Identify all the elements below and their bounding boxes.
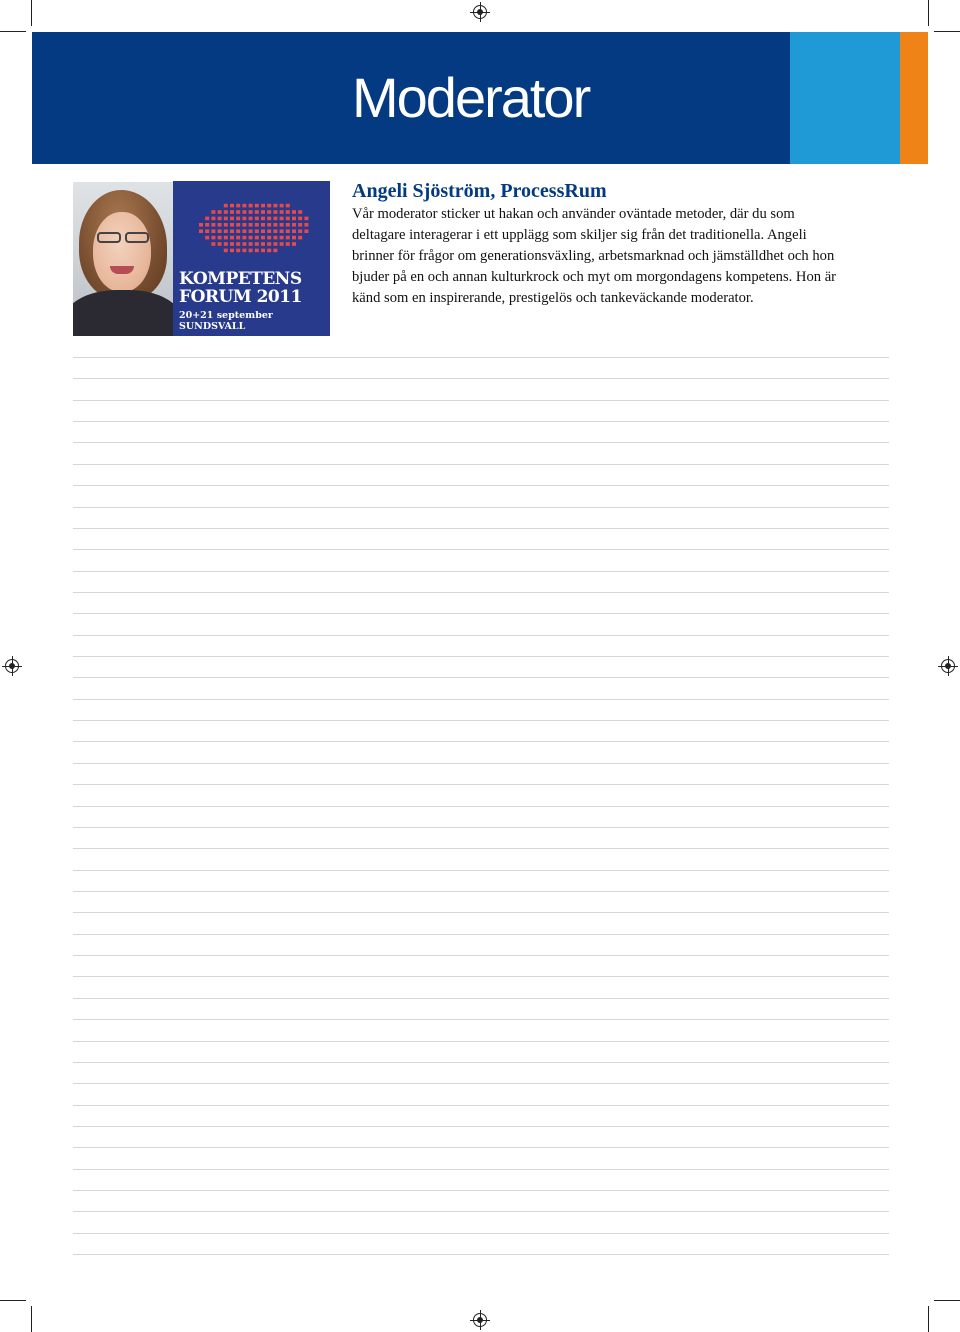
logo-dot bbox=[286, 229, 290, 233]
registration-mark-icon bbox=[473, 5, 487, 19]
logo-dot bbox=[211, 217, 215, 221]
logo-dot bbox=[273, 223, 277, 227]
logo-dot bbox=[230, 249, 234, 253]
note-line bbox=[73, 507, 889, 508]
logo-dot bbox=[261, 210, 265, 214]
logo-dot bbox=[273, 236, 277, 240]
moderator-article bbox=[352, 180, 842, 309]
logo-dot bbox=[267, 210, 271, 214]
logo-dot bbox=[205, 217, 209, 221]
note-line bbox=[73, 613, 889, 614]
logo-dot bbox=[292, 229, 296, 233]
logo-dot bbox=[218, 242, 222, 246]
logo-dot bbox=[261, 223, 265, 227]
logo-dot bbox=[224, 217, 228, 221]
logo-dot bbox=[292, 242, 296, 246]
note-line bbox=[73, 699, 889, 700]
logo-dot bbox=[205, 223, 209, 227]
logo-dot bbox=[267, 236, 271, 240]
logo-dot bbox=[280, 223, 284, 227]
crop-mark bbox=[934, 1300, 960, 1301]
logo-dot bbox=[292, 236, 296, 240]
moderator-name: Angeli Sjöström, ProcessRum bbox=[352, 180, 607, 202]
logo-dot bbox=[236, 223, 240, 227]
logo-dot bbox=[273, 217, 277, 221]
note-line bbox=[73, 357, 889, 358]
logo-dot bbox=[249, 236, 253, 240]
note-line bbox=[73, 827, 889, 828]
crop-mark bbox=[928, 1306, 929, 1332]
logo-dot bbox=[286, 242, 290, 246]
logo-dot bbox=[286, 223, 290, 227]
note-line bbox=[73, 1147, 889, 1148]
logo-dot bbox=[280, 242, 284, 246]
note-line bbox=[73, 549, 889, 550]
logo-dot bbox=[230, 223, 234, 227]
logo-line-1: KOMPETENS bbox=[179, 269, 302, 289]
logo-dot bbox=[230, 217, 234, 221]
note-line bbox=[73, 720, 889, 721]
logo-dot bbox=[286, 236, 290, 240]
logo-dot bbox=[255, 249, 259, 253]
logo-dot bbox=[255, 217, 259, 221]
logo-dot bbox=[280, 204, 284, 208]
logo-dot-map-icon bbox=[173, 181, 330, 271]
logo-dot bbox=[304, 229, 308, 233]
logo-dot bbox=[273, 204, 277, 208]
note-line bbox=[73, 378, 889, 379]
logo-dot bbox=[249, 249, 253, 253]
note-line bbox=[73, 784, 889, 785]
logo-dot bbox=[242, 223, 246, 227]
note-line bbox=[73, 528, 889, 529]
logo-dot bbox=[242, 204, 246, 208]
crop-mark bbox=[928, 0, 929, 26]
logo-dot bbox=[261, 229, 265, 233]
kompetensforum-logo bbox=[173, 181, 330, 336]
logo-dot bbox=[261, 236, 265, 240]
note-line bbox=[73, 571, 889, 572]
note-line bbox=[73, 1190, 889, 1191]
logo-dot bbox=[211, 210, 215, 214]
note-line bbox=[73, 1211, 889, 1212]
logo-line-4: SUNDSVALL bbox=[179, 321, 246, 332]
logo-dot bbox=[273, 249, 277, 253]
logo-dot bbox=[261, 249, 265, 253]
logo-dot bbox=[242, 249, 246, 253]
logo-dot bbox=[298, 229, 302, 233]
logo-dot bbox=[230, 229, 234, 233]
registration-mark-icon bbox=[5, 659, 19, 673]
logo-dot bbox=[218, 217, 222, 221]
logo-dot bbox=[224, 249, 228, 253]
logo-dot bbox=[286, 204, 290, 208]
note-line bbox=[73, 891, 889, 892]
logo-dot bbox=[230, 204, 234, 208]
logo-dot bbox=[236, 210, 240, 214]
crop-mark bbox=[0, 31, 26, 32]
note-line bbox=[73, 1083, 889, 1084]
logo-dot bbox=[280, 236, 284, 240]
logo-dot bbox=[292, 210, 296, 214]
logo-dot bbox=[224, 204, 228, 208]
note-line bbox=[73, 656, 889, 657]
logo-dot bbox=[255, 223, 259, 227]
logo-dot bbox=[261, 242, 265, 246]
note-line bbox=[73, 1254, 889, 1255]
note-line bbox=[73, 400, 889, 401]
logo-dot bbox=[242, 242, 246, 246]
crop-mark bbox=[31, 0, 32, 26]
logo-dot bbox=[292, 223, 296, 227]
logo-dot bbox=[224, 210, 228, 214]
logo-dot bbox=[242, 210, 246, 214]
logo-dot bbox=[267, 249, 271, 253]
logo-line-2: FORUM 2011 bbox=[179, 287, 302, 307]
logo-dot bbox=[267, 204, 271, 208]
logo-dot bbox=[298, 223, 302, 227]
logo-dot bbox=[273, 242, 277, 246]
note-line bbox=[73, 1062, 889, 1063]
header-orange-block bbox=[900, 32, 928, 164]
logo-dot bbox=[230, 236, 234, 240]
note-line bbox=[73, 1019, 889, 1020]
logo-dot bbox=[280, 217, 284, 221]
logo-dot bbox=[242, 229, 246, 233]
note-line bbox=[73, 592, 889, 593]
logo-dot bbox=[236, 242, 240, 246]
note-line bbox=[73, 976, 889, 977]
logo-dot bbox=[224, 229, 228, 233]
note-line bbox=[73, 870, 889, 871]
logo-dot bbox=[218, 236, 222, 240]
logo-dot bbox=[218, 210, 222, 214]
note-line bbox=[73, 485, 889, 486]
logo-dot bbox=[236, 217, 240, 221]
logo-dot bbox=[242, 236, 246, 240]
crop-mark bbox=[934, 31, 960, 32]
header-blue-block bbox=[790, 32, 900, 164]
note-line bbox=[73, 1233, 889, 1234]
moderator-bio: Vår moderator sticker ut hakan och använder oväntade metoder, där du som deltagare interagerar i ett upplägg som skiljer sig från det traditionella. Angeli brinner för frågor om generationsväxling, arbetsmarknad och jämställdhet och hon bjuder på en och annan kulturkrock och myt om morgondagens kompetens. Hon är känd som en inspirerande, prestigelös och tankeväckande moderator. bbox=[352, 206, 837, 306]
logo-dot bbox=[304, 223, 308, 227]
logo-dot bbox=[280, 229, 284, 233]
registration-mark-icon bbox=[473, 1313, 487, 1327]
note-line bbox=[73, 677, 889, 678]
logo-dot bbox=[199, 229, 203, 233]
logo-dot bbox=[218, 223, 222, 227]
logo-dot bbox=[230, 210, 234, 214]
note-line bbox=[73, 442, 889, 443]
logo-dot bbox=[236, 236, 240, 240]
logo-dot bbox=[261, 217, 265, 221]
logo-dot bbox=[286, 210, 290, 214]
logo-dot bbox=[255, 229, 259, 233]
note-line bbox=[73, 1169, 889, 1170]
note-line bbox=[73, 955, 889, 956]
logo-dot bbox=[224, 236, 228, 240]
logo-dot bbox=[255, 236, 259, 240]
logo-dot bbox=[205, 229, 209, 233]
logo-dot bbox=[211, 242, 215, 246]
logo-dot bbox=[236, 229, 240, 233]
registration-mark-icon bbox=[941, 659, 955, 673]
note-line bbox=[73, 741, 889, 742]
note-line bbox=[73, 848, 889, 849]
logo-dot bbox=[211, 236, 215, 240]
logo-dot bbox=[236, 249, 240, 253]
note-line bbox=[73, 998, 889, 999]
note-lines bbox=[73, 357, 889, 1275]
note-line bbox=[73, 1041, 889, 1042]
note-line bbox=[73, 912, 889, 913]
logo-dot bbox=[261, 204, 265, 208]
logo-dot bbox=[267, 217, 271, 221]
logo-dot bbox=[242, 217, 246, 221]
logo-dot bbox=[249, 242, 253, 246]
note-line bbox=[73, 763, 889, 764]
logo-dot bbox=[205, 236, 209, 240]
logo-dot bbox=[224, 242, 228, 246]
crop-mark bbox=[0, 1300, 26, 1301]
logo-dot bbox=[230, 242, 234, 246]
crop-mark bbox=[31, 1306, 32, 1332]
logo-dot bbox=[255, 242, 259, 246]
logo-dot bbox=[211, 223, 215, 227]
logo-dot bbox=[249, 229, 253, 233]
logo-dot bbox=[298, 210, 302, 214]
logo-dot bbox=[255, 204, 259, 208]
logo-dot bbox=[267, 223, 271, 227]
page-title: Moderator bbox=[352, 66, 590, 129]
logo-dot bbox=[199, 223, 203, 227]
logo-dot bbox=[249, 210, 253, 214]
note-line bbox=[73, 806, 889, 807]
logo-dot bbox=[273, 210, 277, 214]
logo-dot bbox=[249, 223, 253, 227]
moderator-photo bbox=[73, 182, 173, 336]
logo-dot bbox=[286, 217, 290, 221]
note-line bbox=[73, 464, 889, 465]
note-line bbox=[73, 1126, 889, 1127]
logo-dot bbox=[218, 229, 222, 233]
note-line bbox=[73, 1105, 889, 1106]
note-line bbox=[73, 421, 889, 422]
logo-dot bbox=[255, 210, 259, 214]
logo-dot bbox=[273, 229, 277, 233]
logo-dot bbox=[224, 223, 228, 227]
logo-dot bbox=[304, 217, 308, 221]
logo-dot bbox=[236, 204, 240, 208]
logo-dot bbox=[267, 242, 271, 246]
header-band bbox=[32, 32, 928, 164]
logo-line-3: 20+21 september bbox=[179, 310, 273, 321]
logo-dot bbox=[298, 217, 302, 221]
logo-dot bbox=[249, 204, 253, 208]
logo-dot bbox=[280, 210, 284, 214]
logo-dot bbox=[249, 217, 253, 221]
logo-dot bbox=[292, 217, 296, 221]
logo-dot bbox=[267, 229, 271, 233]
note-line bbox=[73, 635, 889, 636]
logo-dot bbox=[211, 229, 215, 233]
note-line bbox=[73, 934, 889, 935]
logo-dot bbox=[298, 236, 302, 240]
